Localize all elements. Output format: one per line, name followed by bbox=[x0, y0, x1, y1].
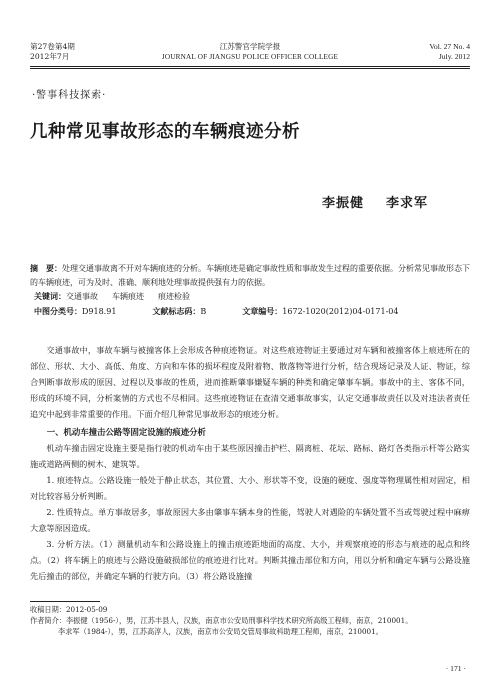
volume-cn: 第27卷第4期 bbox=[30, 42, 75, 51]
volume-en: Vol. 27 No. 4 bbox=[429, 42, 470, 51]
keyword: 痕迹检验 bbox=[158, 292, 190, 301]
page-number: · 171 · bbox=[445, 664, 466, 673]
footnotes bbox=[30, 604, 470, 637]
body-paragraph: 2. 性质特点。单方事故居多，事故原因大多由肇事车辆本身的性能，驾驶人对遇险的车辆处置不当或驾驶过程中麻痹大意等原因造成。 bbox=[30, 507, 470, 533]
article-number-value: 1672-1020(2012)04-0171-04 bbox=[282, 307, 399, 316]
date-cn: 2012年7月 bbox=[30, 52, 70, 61]
doc-code-group bbox=[152, 305, 206, 319]
doc-code-value: B bbox=[200, 307, 207, 316]
header-right bbox=[429, 42, 470, 62]
body-paragraph: 1. 痕迹特点。公路设施一般处于静止状态，其位置、大小、形状等不变，设施的硬度、强度等物理属性相对固定，相对比较容易分析判断。 bbox=[30, 475, 470, 501]
intro-paragraph: 交通事故中，事故车辆与被撞客体上会形成各种痕迹物证。对这些痕迹物证主要通过对车辆和被撞客体上痕迹所在的部位、形状、大小、高低、角度、方向和车体的损坏程度及附着物、散落物等进行分析，结合现场记录及人证、物证，综合判断事故形成的原因、过程以及事故的性质，进而推断肇事嫌疑车辆的种类和确定肇事车辆。事故中的主、客体不同，形成的环境不同，分析案情的方式也不尽相同。这些痕迹物证在查清交通事故事实，认定交通事故责任以及对违法者责任追究中起到非常重要的作用。下面介绍几种常见事故形态的痕迹分析。 bbox=[30, 345, 470, 419]
header-center bbox=[30, 42, 470, 62]
article-number-group bbox=[242, 305, 398, 319]
author-list bbox=[322, 192, 428, 211]
header-rule-thin bbox=[30, 68, 470, 69]
author-bio: 李求军（1984-），男，江苏高淳人，汉族，南京市公安局交管局事故科助理工程师，南京，210001。 bbox=[58, 627, 383, 636]
keyword: 车辆痕迹 bbox=[112, 292, 144, 301]
article-body bbox=[30, 342, 470, 584]
clc-value: D918.91 bbox=[82, 307, 117, 316]
keywords-label: 关键词： bbox=[34, 292, 66, 301]
author-name: 李求军 bbox=[385, 196, 428, 211]
abstract-text: 处理交通事故离不开对车辆痕迹的分析。车辆痕迹是确定事故性质和事故发生过程的重要依据。分析常见事故形态下的车辆痕迹，可为及时、准确、顺利地处理事故提供强有力的依据。 bbox=[30, 264, 470, 287]
journal-title-en: JOURNAL OF JIANGSU POLICE OFFICER COLLEGE bbox=[161, 53, 339, 61]
keywords bbox=[34, 290, 470, 304]
keyword: 交通事故 bbox=[66, 292, 98, 301]
header-rule bbox=[30, 66, 470, 67]
doc-code-label: 文献标志码： bbox=[152, 307, 201, 316]
body-paragraph: 3. 分析方法。（1）测量机动车和公路设施上的撞击痕迹距地面的高度、大小，并观察痕迹的形态与痕迹的起点和终点。（2）将车辆上的痕迹与公路设施破损部位的痕迹进行比对。判断其撞击部位和方向，用以分析和确定车辆与公路设施先后撞击的部位，并确定车辆的行驶方向。（3）将公路设施撞 bbox=[30, 539, 470, 581]
page-header bbox=[30, 42, 470, 68]
section-heading: 一、机动车撞击公路等固定设施的痕迹分析 bbox=[46, 427, 206, 437]
article-title: 几种常见事故形态的车辆痕迹分析 bbox=[30, 122, 300, 142]
body-paragraph: 机动车撞击固定设施主要是指行驶的机动车由于某些原因撞击护栏、隔离桩、花坛、路标、路灯各类指示杆等公路实施或道路两侧的树木、建筑等。 bbox=[30, 443, 470, 469]
abstract-label: 摘 要： bbox=[30, 264, 62, 273]
received-date: 收稿日期：2012-05-09 bbox=[30, 605, 108, 614]
section-tag: ·警事科技探索· bbox=[32, 90, 107, 101]
footnote-rule bbox=[30, 601, 100, 602]
date-en: July. 2012 bbox=[438, 52, 470, 61]
author-name: 李振健 bbox=[321, 196, 364, 211]
abstract bbox=[30, 262, 470, 290]
article-number-label: 文章编号： bbox=[242, 307, 283, 316]
classification-line bbox=[34, 305, 470, 319]
clc-label: 中图分类号： bbox=[34, 307, 82, 316]
author-bio: 作者简介：李振健（1956-），男，江苏丰县人，汉族，南京市公安局刑事科学技术研究所高级工程师，南京，210001。 bbox=[30, 616, 413, 625]
journal-title-cn: 江苏警官学院学报 bbox=[219, 42, 281, 51]
clc-group bbox=[34, 305, 116, 319]
